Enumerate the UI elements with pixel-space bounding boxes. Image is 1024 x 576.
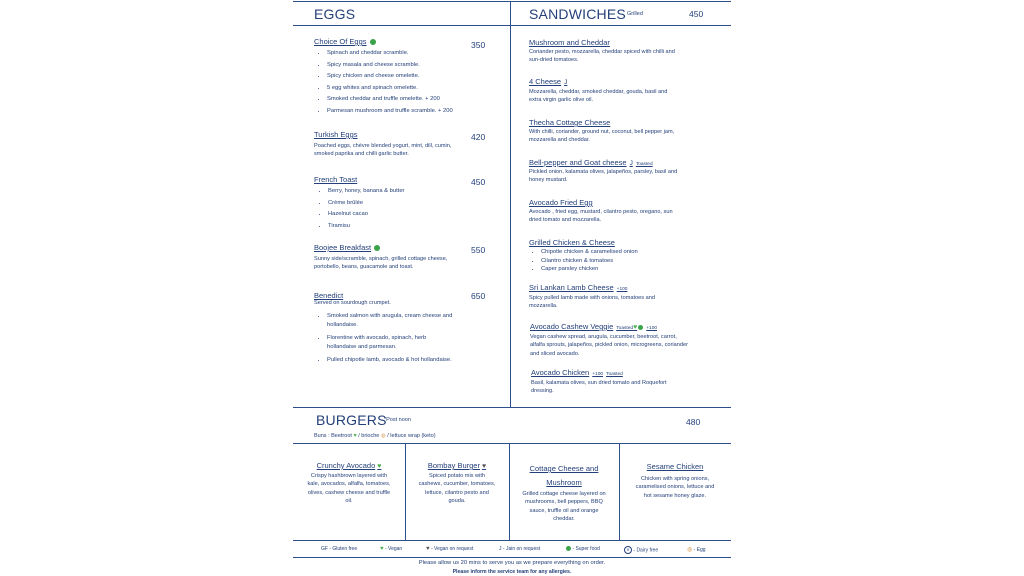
egg-item-desc: Poached eggs, chèvre blended yogurt, mint, dill, cumin, smoked paprika and chilli garlic butter.	[314, 143, 452, 158]
burger-item-desc: Grilled cottage cheese layered on mushrooms, bell peppers, BBQ sauce, truffle oil and orange cheddar.	[522, 491, 606, 523]
egg-item-name: Benedict	[314, 291, 344, 300]
sandwich-item-name: Mushroom and Cheddar	[529, 38, 610, 47]
burgers-top-rule	[293, 407, 731, 408]
egg-icon: ◍	[380, 433, 386, 439]
sandwich-item-name: 4 Cheese	[529, 77, 562, 86]
list-item: • Smoked cheddar and truffle omelette. + 200	[327, 94, 517, 106]
footer-line-2: Please inform the service team for any allergies.	[452, 569, 572, 575]
burgers-subtitle: *Post noon	[384, 417, 411, 423]
burger-item-desc: Chicken with spring onions, caramelised onions, lettuce and hot sesame honey glaze.	[635, 476, 715, 499]
sandwiches-title: SANDWICHES	[529, 6, 626, 22]
super-food-icon	[370, 39, 376, 45]
burger-item-name: Sesame Chicken	[646, 462, 704, 471]
buns-prefix: Buns : Beetroot	[314, 433, 352, 439]
legend-vegan	[380, 546, 402, 552]
legend-super-food	[566, 546, 600, 552]
dairy-free-icon: ✕	[624, 546, 632, 554]
burger-item-name: Cottage Cheese and Mushroom	[529, 464, 599, 487]
burger-divider-2	[509, 443, 510, 540]
list-item: • Pulled chipotle lamb, avocado & hot hollandaise.	[327, 356, 457, 365]
buns-mid: / brioche	[358, 433, 380, 439]
burger-item-desc: Crispy hashbrown layered with kale, avocados, alfalfa, tomatoes, olives, cashew cheese and truffle oil.	[307, 473, 391, 505]
egg-item-name: Choice Of Eggs	[314, 37, 367, 46]
list-item: • Caper parsley chicken	[541, 265, 701, 274]
sandwich-item-desc: Pickled onion, kalamata olives, jalapeños, parsley, basil and honey mustard.	[529, 169, 678, 184]
list-item: • Spicy chicken and cheese omelette.	[327, 71, 517, 83]
sandwich-item-desc: Mozzarella, cheddar, smoked cheddar, gouda, basil and extra virgin garlic olive oil.	[529, 89, 668, 104]
sandwiches-price: 450	[689, 9, 704, 19]
egg-item-price: 350	[471, 40, 486, 50]
sandwich-item-name: Avocado Chicken	[531, 368, 590, 377]
burgers-price: 480	[686, 417, 701, 427]
benedict-list	[315, 312, 457, 365]
sandwich-item-desc: Basil, kalamata olives, sun dried tomato and Roquefort dressing.	[531, 380, 667, 395]
egg-item-price: 450	[471, 177, 486, 187]
egg-item-price: 420	[471, 132, 486, 142]
sandwich-item-desc: Coriander pesto, mozzarella, cheddar spiced with chilli and sun-dried tomatoes.	[529, 49, 675, 64]
burger-divider-1	[405, 443, 406, 540]
legend-vegan-text: - Vegan	[384, 546, 403, 552]
sandwich-item-desc: Spicy pulled lamb made with onions, tomatoes and mozzarella.	[529, 295, 655, 310]
toasted-tag: Toasted	[616, 326, 634, 331]
buns-line	[314, 433, 436, 439]
super-food-icon	[374, 245, 380, 251]
vegan-heart-icon: ♥	[380, 546, 384, 552]
legend-dairy-free	[624, 546, 658, 554]
legend-jain: J - Jain on request	[499, 546, 541, 552]
legend-egg	[687, 546, 706, 553]
legend-bottom-rule	[293, 557, 731, 558]
price-addon-tag: +100	[616, 287, 628, 292]
egg-item-name: Boojee Breakfast	[314, 243, 372, 252]
list-item: • Chipotle chicken & caramelised onion	[541, 248, 701, 257]
list-item: • Spicy masala and cheese scramble.	[327, 60, 517, 72]
price-addon-tag: +100	[646, 326, 658, 331]
sandwich-item-name: Grilled Chicken & Cheese	[529, 238, 615, 247]
toasted-tag: Toasted	[606, 372, 623, 377]
vegan-heart-icon: ♥	[377, 463, 382, 470]
list-item: • Tiramisu	[328, 221, 498, 233]
list-item: • Crème brûlée	[328, 198, 498, 210]
egg-item-note: Served on sourdough crumpet.	[314, 300, 391, 306]
list-item: • Smoked salmon with arugula, cream cheese and hollandaise.	[327, 312, 457, 329]
burger-divider-3	[619, 443, 620, 540]
sandwiches-subtitle: Grilled	[627, 11, 643, 17]
list-item: • Cilantro chicken & tomatoes	[541, 257, 701, 266]
burger-item-desc: Spiced potato mix with cashews, cucumber, tomatoes, lettuce, cilantro pesto and gouda.	[418, 473, 496, 505]
jain-tag: J	[629, 160, 633, 167]
super-food-icon	[566, 546, 571, 551]
egg-option-list	[315, 48, 517, 117]
sandwich-item-name: Avocado Cashew Veggie	[530, 322, 614, 331]
jain-tag: J	[564, 79, 568, 86]
list-item: • Berry, honey, banana & butter	[328, 186, 498, 198]
sandwich-item-name: Avocado Fried Egg	[529, 198, 593, 207]
eggs-title: EGGS	[314, 6, 356, 22]
sandwich-item-desc: Avocado , fried egg, mustard, cilantro pesto, oregano, sun dried tomato and mozzarella.	[529, 209, 673, 224]
price-addon-tag: +100	[592, 372, 604, 377]
egg-item-price: 650	[471, 291, 486, 301]
egg-item-name: French Toast	[314, 175, 358, 184]
burgers-mid-rule	[293, 443, 731, 444]
egg-icon: ◍	[687, 547, 693, 553]
grilled-chicken-list	[529, 248, 701, 274]
legend-dairy-free-text: - Dairy free	[633, 547, 659, 554]
egg-item-desc: Sunny side/scramble, spinach, grilled cottage cheese, portobello, beans, guacamole and toast.	[314, 256, 448, 271]
toasted-tag: Toasted	[635, 162, 653, 167]
egg-item-name: Turkish Eggs	[314, 130, 358, 139]
burgers-bottom-rule	[293, 540, 731, 541]
egg-item-price: 550	[471, 245, 486, 255]
sandwich-item-desc: With chilli, coriander, ground nut, coconut, bell pepper jam, mozzarella and cheddar.	[529, 129, 675, 144]
legend-vegan-request-text: - Vegan on request	[430, 546, 474, 552]
legend-vegan-request	[426, 546, 473, 552]
sandwich-item-name: Thecha Cottage Cheese	[529, 118, 611, 127]
legend-super-food-text: - Super food	[572, 546, 600, 552]
vegan-heart-icon: ♥	[633, 324, 638, 331]
eggs-title-rule	[293, 25, 510, 26]
vegan-heart-icon: ♥	[353, 433, 357, 439]
sandwiches-title-rule	[510, 25, 731, 26]
legend-gluten-free: GF - Gluten free	[321, 546, 358, 552]
vegan-request-heart-icon: ♥	[426, 546, 430, 552]
burger-item-name: Crunchy Avocado	[316, 461, 376, 470]
menu-page	[293, 0, 731, 576]
footer-line-1: Please allow us 20 mins to serve you as we prepare everything on order.	[418, 560, 606, 566]
list-item: • Parmesan mushroom and truffle scramble. + 200	[327, 106, 517, 118]
super-food-icon	[638, 325, 643, 330]
vegan-request-heart-icon: ♥	[481, 463, 487, 470]
top-rule	[293, 1, 731, 2]
burger-item-name: Bombay Burger	[427, 461, 480, 470]
list-item: • 5 egg whites and spinach omelette.	[327, 83, 517, 95]
sandwich-item-name: Bell-pepper and Goat cheese	[529, 158, 627, 167]
sandwich-item-desc: Vegan cashew spread, arugula, cucumber, beetroot, carrot, alfalfa sprouts, jalapeños, pickled onion, microgreens, coriander and sliced avocado.	[530, 334, 688, 357]
buns-suffix: / lettuce wrap (keto)	[387, 433, 436, 439]
sandwich-item-name: Sri Lankan Lamb Cheese	[529, 283, 614, 292]
legend-egg-text: - Egg	[693, 547, 706, 553]
list-item: • Hazelnut cacao	[328, 209, 498, 221]
french-toast-list	[316, 186, 498, 232]
list-item: • Spinach and cheddar scramble.	[327, 48, 517, 60]
list-item: • Florentine with avocado, spinach, herb hollandaise and parmesan.	[327, 334, 457, 351]
burgers-title: BURGERS	[316, 412, 387, 428]
